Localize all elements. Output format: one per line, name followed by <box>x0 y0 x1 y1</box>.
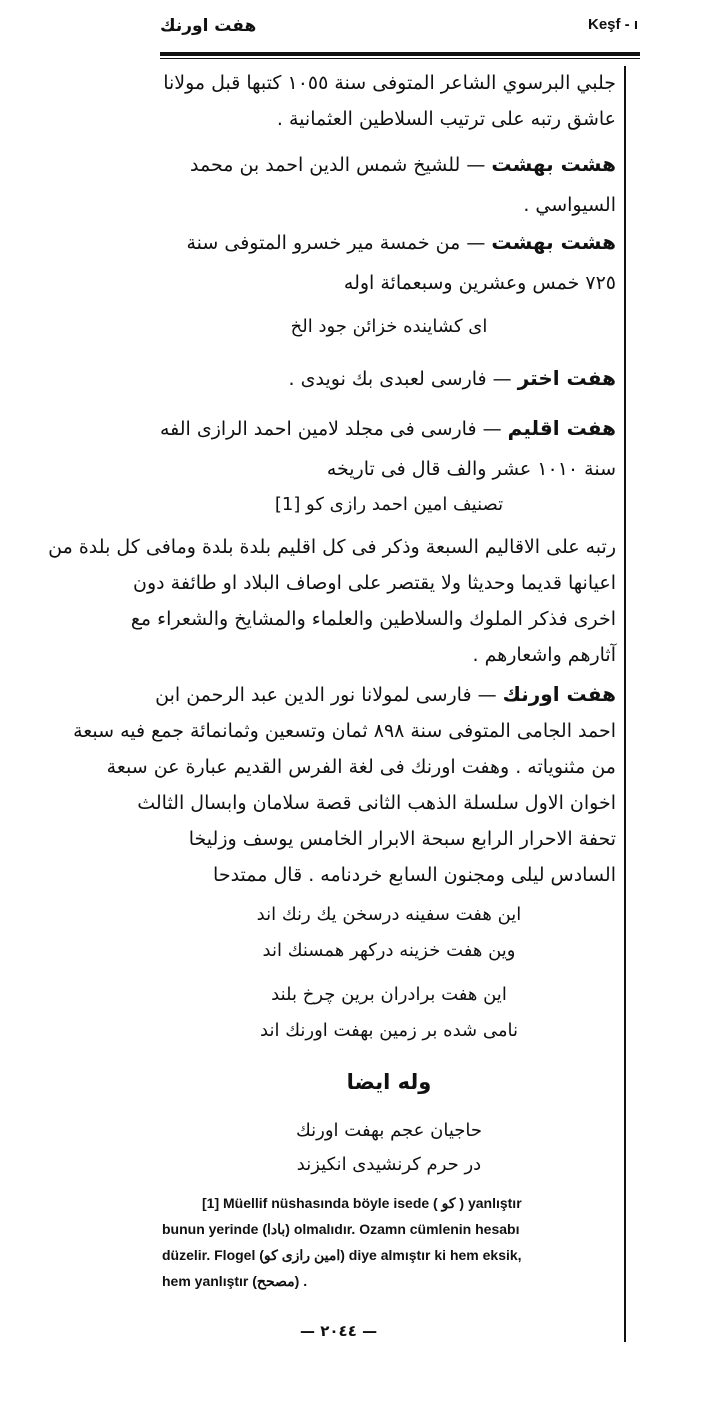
text-line: عاشق رتبه على ترتيب السلاطين العثمانية . <box>276 108 616 130</box>
text-line: اخرى فذكر الملوك والسلاطين والعلماء والمشايخ والشعراء مع <box>130 608 616 630</box>
entry-heading: هفت اختر <box>517 366 616 390</box>
text-line: آثارهم واشعارهم . <box>472 644 616 666</box>
text-line: — فارسى لعبدى بك نويدى . <box>288 368 512 390</box>
text-line: — فارسى فى مجلد لامين احمد الرازى الفه <box>159 418 502 440</box>
entry-haft-iqlim-body <box>48 536 616 676</box>
text-line: من مثنوياته . وهفت اورنك فى لغة الفرس القديم عبارة عن سبعة <box>106 756 616 778</box>
footnote-line: [1] Müellif nüshasında böyle isede ( كو ) yanlıştır <box>202 1195 522 1211</box>
text-line: تحفة الاحرار الرابع سبحة الابرار الخامس يوسف وزليخا <box>188 828 616 850</box>
text-line: جلبي البرسوي الشاعر المتوفى سنة ١٠٥٥ كتبها قبل مولانا <box>163 72 616 94</box>
text-line: السادس ليلى ومجنون السابع خردنامه . قال ممتدحا <box>213 864 616 886</box>
text-line: — للشيخ شمس الدين احمد بن محمد <box>190 154 486 176</box>
running-head: Keşf - ı <box>587 16 638 33</box>
verse-line: در حرم كرنشيدى انكيزند <box>296 1154 482 1175</box>
verse-line: حاجيان عجم بهفت اورنك <box>295 1120 483 1141</box>
section-subheading: وله ايضا <box>346 1070 432 1094</box>
header-rule <box>160 52 640 56</box>
text-line: سنة ١٠١٠ عشر والف قال فى تاريخه <box>326 458 616 480</box>
footnote-line: düzelir. Flogel (امين رازى كو) diye almıştır ki hem eksik, <box>162 1247 522 1263</box>
verse-line: نامى شده بر زمين بهفت اورنك اند <box>260 1020 518 1041</box>
entry-heading: هفت اقليم <box>507 416 616 440</box>
entry-heading: هشت بهشت <box>491 152 616 176</box>
entry-heading: هشت بهشت <box>491 230 616 254</box>
text-line: اخوان الاول سلسلة الذهب الثانى قصة سلامان وابسال الثالث <box>137 792 616 814</box>
margin-rule <box>624 66 626 1342</box>
text-line: السيواسي . <box>523 194 616 216</box>
verse-line: اين هفت سفينه درسخن يك رنك اند <box>256 904 522 925</box>
entry-heading: هفت اورنك <box>502 682 616 706</box>
header-rule-thin <box>160 58 640 59</box>
text-line: ٧٢٥ خمس وعشرين وسبعمائة اوله <box>343 272 616 294</box>
text-line: احمد الجامى المتوفى سنة ٨٩٨ ثمان وتسعين وثمانمائة جمع فيه سبعة <box>73 720 616 742</box>
verse-line: اين هفت برادران برين چرخ بلند <box>271 984 507 1005</box>
entry-hasht-bihisht-1 <box>162 152 616 224</box>
footnote-line: bunun yerinde (بادا) olmalıdır. Ozamn cümlenin hesabı <box>162 1221 520 1237</box>
text-line: — من خمسة مير خسرو المتوفى سنة <box>186 232 486 254</box>
text-line: اعيانها قديما وحديثا ولا يقتصر على اوصاف البلاد او طائفة دون <box>133 572 616 594</box>
verse-line: اى كشاينده خزائن جود الخ <box>290 316 488 337</box>
page-number: — ٢٠٤٤ — <box>300 1322 378 1340</box>
entry-haft-awrang <box>73 682 616 892</box>
verse-line: وين هفت خزينه دركهر همسنك اند <box>262 940 516 961</box>
footnote-line: hem yanlıştır (مصحح) . <box>162 1273 308 1289</box>
footnote <box>162 1190 622 1294</box>
text-line: — فارسى لمولانا نور الدين عبد الرحمن ابن <box>155 684 497 706</box>
text-line: رتبه على الاقاليم السبعة وذكر فى كل اقليم بلدة بلدة ومافى كل بلدة من <box>48 536 616 558</box>
running-title: هفت اورنك <box>160 16 257 36</box>
page-header <box>160 14 638 50</box>
entry-haft-akhtar <box>162 366 616 400</box>
entry-haft-iqlim <box>159 416 616 496</box>
verse-line: تصنيف امين احمد رازى كو [1] <box>274 494 504 515</box>
paragraph-1 <box>162 72 616 142</box>
